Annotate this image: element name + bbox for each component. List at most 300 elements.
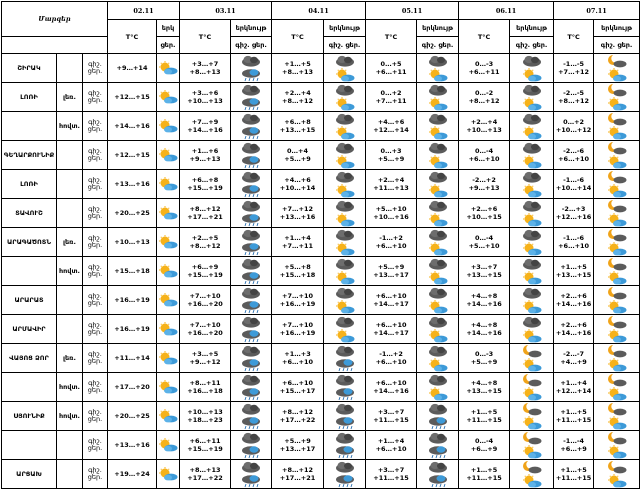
cloud-icon [334,257,356,271]
day-temperature: +17…+20 [114,383,150,391]
temperature-cell [366,83,417,112]
date-4: 05.11 [366,2,459,20]
sky-cell [417,112,459,141]
region-zone: լեռ. [57,344,83,373]
moon-cloud-icon [606,460,628,474]
night-temperature: +7…+10 [189,292,221,300]
region-zone [57,54,83,83]
temperature-cell [459,170,510,199]
night-label: գիշ. [88,437,102,445]
region-name [2,431,57,460]
cloud-icon [334,170,356,184]
day-temperature: +16…+18 [187,387,223,395]
day-subheader: ցեր. [617,41,633,49]
temperature-cell [108,228,157,257]
cloud-icon [240,141,262,155]
sun-cloud-icon [427,387,449,401]
cloud-icon [521,112,543,126]
day-subheader: ցեր. [345,41,361,49]
cloud-icon [240,344,262,358]
region-zone: հովտ. [57,402,83,431]
night-temperature: -2…-6 [563,147,585,155]
temperature-cell [180,460,231,489]
night-temperature: -1…-6 [563,234,585,242]
rain-icon [240,155,262,169]
day-temperature: +10…+12 [555,126,592,134]
forecast-row [2,228,640,257]
sky-cell [231,141,272,170]
sky-cell [510,228,554,257]
sky-cell [417,257,459,286]
region-name: ԱՐՄԱՎԻՐ [2,315,57,344]
day-temperature: +20…+25 [114,412,150,420]
region-name: ԼՈՌԻ [2,170,57,199]
night-temperature: -1…-6 [563,176,585,184]
day-temperature: +16…+19 [279,300,316,308]
moon-cloud-icon [521,460,543,474]
forecast-row [2,373,640,402]
sky-cell [594,315,640,344]
day-subheader: ցեր. [438,41,454,49]
night-label: գիշ. [88,89,102,97]
day-temperature: +14…+16 [466,329,502,337]
day-label: ցեր. [87,270,103,278]
day-label: ցեր. [87,357,103,365]
rain-icon [240,68,262,82]
temperature-cell [366,257,417,286]
night-temperature: +2…+6 [560,292,587,300]
night-temperature: -1…+2 [379,234,403,242]
temperature-cell [108,460,157,489]
region-name [2,112,57,141]
temperature-cell [366,54,417,83]
night-label: գիշ. [88,176,102,184]
day-temperature: +7…+11 [282,242,314,250]
rain-icon [334,416,356,430]
cloud-icon [240,286,262,300]
temp-header: T°C [554,20,594,54]
night-label: գիշ. [88,408,102,416]
sky-cell [157,199,180,228]
night-label: գիշ. [88,263,102,271]
sky-cell [417,315,459,344]
night-temperature: +1…+3 [284,350,311,358]
sun-cloud-icon [334,213,356,227]
night-temperature: +1…+6 [191,147,219,155]
cloud-icon [334,112,356,126]
night-temperature: +8…+12 [282,408,314,416]
day-temperature: +5…+9 [284,155,311,163]
sky-cell [594,344,640,373]
forecast-row [2,257,640,286]
night-label: գիշ. [88,205,102,213]
sky-cell [324,112,366,141]
sky-cell [231,199,272,228]
sky-cell [594,170,640,199]
night-temperature: +8…+12 [189,205,221,213]
rain-icon [334,474,356,488]
night-temperature: +7…+10 [189,321,221,329]
temperature-cell [554,431,594,460]
night-label: գիշ. [88,379,102,387]
rain-icon [240,213,262,227]
sky-cell [510,373,554,402]
night-temperature: 0…+5 [380,60,402,68]
cloud-icon [521,315,543,329]
temperature-cell [108,170,157,199]
day-temperature: +16…+19 [114,296,150,304]
sun-cloud-icon [157,148,179,162]
sun-cloud-icon [606,126,628,140]
day-temperature: +13…+17 [373,271,409,279]
day-temperature: +13…+15 [555,271,592,279]
region-zone: հովտ. [57,373,83,402]
day-temperature: +14…+16 [114,122,150,130]
temperature-cell [459,141,510,170]
day-temperature: +9…+14 [116,64,148,72]
sky-cell [231,257,272,286]
sky-cell [157,344,180,373]
sky-cell [417,373,459,402]
night-temperature: +8…+11 [189,379,221,387]
sky-cell [510,141,554,170]
sun-cloud-icon [606,300,628,314]
night-temperature: +10…+13 [187,408,223,416]
night-temperature: 0…+3 [380,147,402,155]
sky-cell [324,344,366,373]
sun-cloud-icon [157,467,179,481]
temperature-cell [272,373,324,402]
night-temperature: +3…+7 [377,408,405,416]
cloud-icon [334,315,356,329]
cloud-icon [427,170,449,184]
cloud-icon [240,228,262,242]
region-zone: հովտ. [57,257,83,286]
cloud-icon [334,83,356,97]
cloud-icon [521,286,543,300]
temperature-cell [108,315,157,344]
sky-cell [510,112,554,141]
rain-icon [427,445,449,459]
night-subheader: գիշ. [600,41,616,49]
day-temperature: +14…+16 [187,126,223,134]
night-label: գիշ. [88,60,102,68]
day-temperature: +17…+22 [279,416,316,424]
date-3: 04.11 [272,2,366,20]
sun-cloud-icon [521,184,543,198]
sky-cell [324,460,366,489]
temperature-cell [459,431,510,460]
day-temperature: +17…+22 [187,474,223,482]
sun-cloud-icon [334,300,356,314]
rain-icon [240,474,262,488]
sky-cell [324,228,366,257]
cloud-icon [240,373,262,387]
region-zone: հովտ. [57,112,83,141]
sky-cell [510,402,554,431]
temperature-cell [272,315,324,344]
region-name: ՇԻՐԱԿ [2,54,57,83]
sun-cloud-icon [157,235,179,249]
night-label: գիշ. [88,118,102,126]
sky-cell [157,315,180,344]
night-label: գիշ. [88,147,102,155]
temperature-cell [272,431,324,460]
night-temperature: +1…+4 [377,437,405,445]
sun-cloud-icon [334,155,356,169]
night-temperature: +3…+7 [191,60,219,68]
sky-cell [417,431,459,460]
day-label: ցեր. [87,67,103,75]
forecast-row [2,431,640,460]
cloud-icon [240,112,262,126]
cloud-icon [334,431,356,445]
night-temperature: 0…-3 [474,60,494,68]
cloud-icon [334,286,356,300]
sun-cloud-icon [606,416,628,430]
sun-cloud-icon [427,155,449,169]
night-temperature: -2…-5 [563,89,585,97]
forecast-row [2,83,640,112]
day-temperature: +10…+14 [279,184,316,192]
time-of-day-labels [83,228,108,257]
temperature-cell [554,286,594,315]
temperature-cell [108,431,157,460]
sun-cloud-icon [427,97,449,111]
night-label: գիշ. [88,292,102,300]
temperature-cell [459,199,510,228]
sky-cell [324,373,366,402]
day-temperature: +8…+12 [189,242,221,250]
sky-cell [417,228,459,257]
temperature-cell [459,257,510,286]
day-temperature: +6…+10 [468,155,500,163]
temperature-cell [366,460,417,489]
day-temperature: +11…+13 [373,184,409,192]
moon-cloud-icon [606,315,628,329]
day-temperature: +10…+14 [555,184,592,192]
sky-cell [594,373,640,402]
time-of-day-labels [83,54,108,83]
temp-header: T°C [180,20,231,54]
forecast-row [2,402,640,431]
rain-icon [427,416,449,430]
temperature-cell [180,112,231,141]
forecast-table [1,1,640,489]
temperature-cell [272,257,324,286]
temperature-cell [554,54,594,83]
sun-cloud-icon [334,126,356,140]
night-temperature: +7…+10 [282,292,314,300]
sky-cell [417,199,459,228]
region-name: ՍՅՈՒՆԻՔ [2,402,57,431]
temperature-cell [554,199,594,228]
sky-cell [157,286,180,315]
night-temperature: +6…+9 [191,263,219,271]
temperature-cell [180,286,231,315]
day-temperature: +14…+16 [373,387,409,395]
sky-cell [510,54,554,83]
temperature-cell [180,170,231,199]
day-subheader: ցեր. [251,41,267,49]
day-temperature: +8…+12 [558,97,590,105]
sky-cell [417,83,459,112]
day-temperature: +7…+12 [558,68,590,76]
night-temperature: +4…+8 [470,379,498,387]
day-temperature: +6…+9 [560,445,587,453]
day-temperature: +14…+16 [555,329,592,337]
day-temperature: +14…+16 [555,300,592,308]
night-temperature: 0…-3 [474,350,494,358]
cloud-icon [240,170,262,184]
temperature-cell [366,199,417,228]
day-temperature: +17…+21 [187,213,223,221]
sun-cloud-icon [334,329,356,343]
temperature-cell [554,112,594,141]
night-temperature: +3…+7 [377,466,405,474]
night-temperature: 0…-4 [474,437,494,445]
sky-cell [417,286,459,315]
sky-cell [594,199,640,228]
sky-cell [157,170,180,199]
sky-cell [231,112,272,141]
moon-cloud-icon [606,431,628,445]
night-temperature: +1…+5 [560,263,587,271]
forecast-body [2,54,640,489]
day-temperature: +8…+13 [189,68,221,76]
cloud-icon [427,228,449,242]
cloud-icon [521,257,543,271]
rain-icon [240,416,262,430]
sun-cloud-icon [334,184,356,198]
day-temperature: +11…+14 [114,354,150,362]
temperature-cell [366,344,417,373]
day-temperature: +8…+12 [282,97,314,105]
cloud-icon [521,228,543,242]
sky-cell [324,402,366,431]
sun-cloud-icon [606,271,628,285]
forecast-row [2,315,640,344]
moon-cloud-icon [606,228,628,242]
date-6: 07.11 [554,2,640,20]
moon-cloud-icon [521,431,543,445]
night-temperature: +6…+10 [375,321,407,329]
date-1: 02.11 [108,2,180,20]
rain-icon [240,184,262,198]
rain-icon [427,474,449,488]
cloud-icon [427,54,449,68]
moon-cloud-icon [521,344,543,358]
day-temperature: +12…+15 [114,93,150,101]
day-temperature: +12…+14 [555,387,592,395]
temperature-cell [108,54,157,83]
sun-cloud-icon [157,61,179,75]
sky-cell [231,83,272,112]
day-temperature: +6…+10 [558,155,590,163]
temperature-cell [554,170,594,199]
sun-cloud-icon [521,242,543,256]
time-of-day-labels [83,431,108,460]
day-temperature: +11…+15 [373,474,409,482]
sky-cell [157,83,180,112]
temp-header: T°C [366,20,417,54]
sky-cell [510,286,554,315]
night-subheader: գիշ. [421,41,437,49]
night-temperature: +1…+5 [284,60,311,68]
sky-cell [324,431,366,460]
sky-cell [417,170,459,199]
time-of-day-labels [83,199,108,228]
day-temperature: +6…+10 [282,358,314,366]
day-temperature: +10…+16 [373,213,409,221]
sun-cloud-icon [334,97,356,111]
region-name: ԱՐԱԳԱԾՈՏՆ [2,228,57,257]
night-temperature: 0…-4 [474,147,494,155]
night-temperature: +7…+9 [191,118,219,126]
rain-icon [240,126,262,140]
day-temperature: +12…+15 [114,151,150,159]
cloud-icon [427,315,449,329]
cloud-icon [334,141,356,155]
cloud-icon [334,344,356,358]
sun-cloud-icon [157,119,179,133]
moon-cloud-icon [606,344,628,358]
night-temperature: +8…+13 [189,466,221,474]
temperature-cell [554,344,594,373]
day-temperature: +15…+18 [114,267,150,275]
temperature-cell [459,228,510,257]
night-temperature: +6…+10 [375,292,407,300]
sky-cell [594,402,640,431]
night-label: գիշ. [88,321,102,329]
temperature-cell [366,373,417,402]
day-temperature: +15…+18 [279,271,316,279]
time-of-day-labels [83,257,108,286]
night-temperature: +4…+8 [470,321,498,329]
night-temperature: -2…-7 [563,350,585,358]
night-label: գիշ. [88,350,102,358]
night-temperature: +6…+10 [375,379,407,387]
day-temperature: +15…+19 [187,184,223,192]
sky-cell [324,286,366,315]
night-temperature: +7…+10 [282,321,314,329]
sun-cloud-icon [157,293,179,307]
night-temperature: +4…+8 [470,292,498,300]
rain-icon [334,358,356,372]
sky-cell [231,402,272,431]
night-temperature: +5…+9 [377,263,405,271]
temperature-cell [459,54,510,83]
cloud-icon [427,431,449,445]
temperature-cell [180,228,231,257]
sun-cloud-icon [606,329,628,343]
region-zone [57,460,83,489]
sky-cell [510,257,554,286]
day-temperature: +6…+10 [375,358,407,366]
sun-cloud-icon [606,184,628,198]
sun-cloud-icon [521,97,543,111]
day-temperature: +16…+19 [279,329,316,337]
day-temperature: +10…+13 [187,97,223,105]
sun-cloud-icon [427,213,449,227]
region-name: ԱՐԱՐԱՏ [2,286,57,315]
sky-cell [157,257,180,286]
time-of-day-labels [83,402,108,431]
night-temperature: +5…+9 [284,437,311,445]
day-temperature: +11…+15 [373,416,409,424]
forecast-row [2,54,640,83]
day-temperature: +14…+17 [373,329,409,337]
